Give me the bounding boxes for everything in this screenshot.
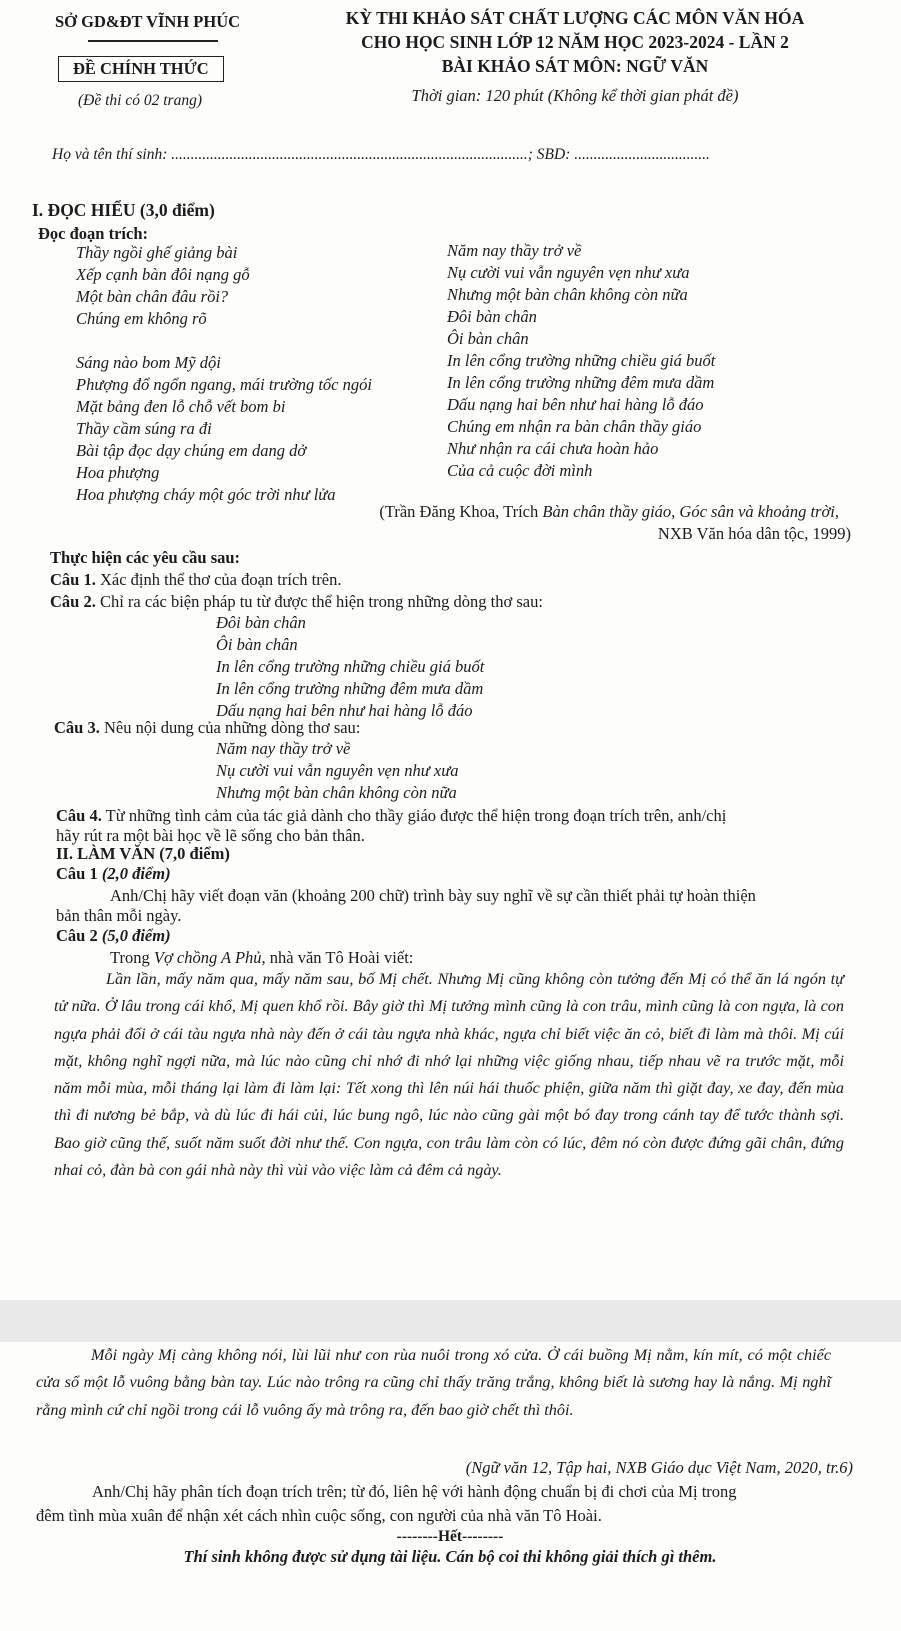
q2-text: Chỉ ra các biện pháp tu từ được thể hiện trong những dòng thơ sau: — [95, 592, 543, 611]
poem-line: Chúng em nhận ra bàn chân thầy giáo — [447, 417, 702, 436]
exam-title-1: KỲ THI KHẢO SÁT CHẤT LƯỢNG CÁC MÔN VĂN HÓA — [345, 8, 805, 28]
quoted-line: In lên cổng trường những chiều giá buốt — [216, 657, 485, 676]
excerpt-1-text: Lần lần, mấy năm qua, mấy năm sau, bố Mị chết. Nhưng Mị cũng không còn tưởng đến Mị có thể ăn lá ngón tự tử nữa. Ở lâu trong cái khổ, Mị quen khổ rồi. Bây giờ thì Mị tưởng mình cũng là con trâu, mình cũng là con ngựa, là con ngựa phải đổi ở cái tàu ngựa nhà này đến ở cái tàu ngựa nhà khác, ngựa chỉ biết việc ăn cỏ, biết đi làm mà thôi. Mị cúi mặt, không nghĩ ngợi nữa, mà lúc nào cũng chỉ nhớ đi nhớ lại những việc giống nhau, tiếp nhau vẽ ra trước mặt, mỗi năm mỗi mùa, mỗi tháng lại làm đi làm lại: Tết xong thì lên núi hái thuốc phiện, giữa năm thì giặt đay, xe đay, đến mùa thì đi nương bẻ bắp, và dù lúc đi hái củi, lúc bung ngô, lúc nào cũng gài một bó đay trong cánh tay để tước thành sợi. Bao giờ cũng thế, suốt năm suốt đời như thế. Con ngựa, con trâu làm còn có lúc, đêm nó còn được đứng gãi chân, đứng nhai cỏ, đàn bà con gái nhà này thì vùi vào việc làm cả đêm cả ngày. — [54, 970, 844, 1180]
novel-excerpt-2 — [36, 1342, 831, 1424]
q4-text-line-2: hãy rút ra một bài học về lẽ sống cho bản thân. — [56, 826, 365, 845]
q4-label: Câu 4. — [56, 806, 102, 825]
poem-line: Của cả cuộc đời mình — [447, 461, 593, 480]
source-author: (Trần Đăng Khoa, Trích — [379, 502, 543, 521]
question-4 — [56, 806, 726, 826]
q1-text: Xác định thể thơ của đoạn trích trên. — [95, 570, 342, 589]
c2-work-title: Vợ chồng A Phủ — [153, 948, 262, 967]
official-label: ĐỀ CHÍNH THỨC — [58, 56, 224, 82]
poem-line: Nụ cười vui vẫn nguyên vẹn như xưa — [447, 263, 690, 282]
excerpt-2-text: Mỗi ngày Mị càng không nói, lùi lũi như con rùa nuôi trong xó cửa. Ở cái buồng Mị nằm, kín mít, có một chiếc cửa sổ một lỗ vuông bằng bàn tay. Lúc nào trông ra cũng chỉ thấy trăng trắng, không biết là sương hay là nắng. Mị nghĩ rằng mình cứ chỉ ngồi trong cái lỗ vuông ấy mà trông ra, đến bao giờ chết thì thôi. — [36, 1346, 831, 1419]
part1-title: I. ĐỌC HIỂU (3,0 điểm) — [32, 200, 215, 220]
excerpt-source: (Ngữ văn 12, Tập hai, NXB Giáo dục Việt Nam, 2020, tr.6) — [465, 1458, 853, 1477]
poem-line: Hoa phượng — [76, 463, 160, 482]
page-break — [0, 1300, 901, 1342]
c2-intro-c: , nhà văn Tô Hoài viết: — [261, 948, 414, 967]
essay-question-1 — [56, 864, 171, 884]
poem-source — [379, 502, 839, 522]
c1-label: Câu 1 — [56, 864, 102, 883]
poem-line: Nhưng một bàn chân không còn nữa — [447, 285, 688, 304]
end-mark: --------Hết-------- — [396, 1528, 504, 1545]
poem-line: Như nhận ra cái chưa hoàn hảo — [447, 439, 659, 458]
c1-points: (2,0 điểm) — [101, 864, 171, 883]
q2-label: Câu 2. — [50, 592, 96, 611]
poem-line: Thầy ngồi ghế giảng bài — [76, 243, 238, 262]
poem-line: Thầy cầm súng ra đi — [76, 419, 212, 438]
q2-quoted-lines — [216, 612, 484, 722]
quoted-line: Nhưng một bàn chân không còn nữa — [216, 783, 457, 802]
poem-line: Dấu nạng hai bên như hai hàng lỗ đáo — [447, 395, 704, 414]
essay-question-2 — [56, 926, 171, 946]
source-title: Bàn chân thầy giáo, Góc sân và khoảng trời, — [542, 502, 839, 521]
question-1 — [50, 570, 341, 590]
task-line-2: đêm tình mùa xuân để nhận xét cách nhìn cuộc sống, con người của nhà văn Tô Hoài. — [36, 1506, 602, 1525]
quoted-line: Đôi bàn chân — [216, 613, 306, 632]
novel-excerpt-1 — [54, 966, 844, 1184]
poem-left-column — [76, 242, 372, 506]
poem-line: Chúng em không rõ — [76, 309, 207, 328]
q1-label: Câu 1. — [50, 570, 96, 589]
poem-line: Mặt bảng đen lỗ chỗ vết bom bi — [76, 397, 286, 416]
poem-right-column — [447, 240, 715, 482]
c1-text-2: bản thân mỗi ngày. — [56, 906, 182, 925]
poem-line: In lên cổng trường những chiều giá buốt — [447, 351, 716, 370]
requirements-label: Thực hiện các yêu cầu sau: — [50, 548, 241, 567]
candidate-name-line: Họ và tên thí sinh: ............................................................................................; SBD: ................................... — [52, 146, 710, 163]
read-label: Đọc đoạn trích: — [38, 224, 148, 243]
poem-line: Hoa phượng cháy một góc trời như lửa — [76, 485, 336, 504]
poem-line: Ôi bàn chân — [447, 329, 529, 348]
q3-text: Nêu nội dung của những dòng thơ sau: — [99, 718, 361, 737]
poem-line: Một bàn chân đâu rồi? — [76, 287, 229, 306]
poem-publisher: NXB Văn hóa dân tộc, 1999) — [657, 524, 851, 543]
poem-line: Đôi bàn chân — [447, 307, 537, 326]
poem-line: Năm nay thầy trở về — [447, 241, 582, 260]
time-limit: Thời gian: 120 phút (Không kể thời gian phát đề) — [411, 86, 739, 105]
c2-intro-a: Trong — [110, 948, 154, 967]
subject: BÀI KHẢO SÁT MÔN: NGỮ VĂN — [441, 56, 709, 76]
poem-line: Bài tập đọc dạy chúng em dang dở — [76, 441, 307, 460]
part2-title: II. LÀM VĂN (7,0 điểm) — [56, 844, 230, 863]
quoted-line: Năm nay thầy trở về — [216, 739, 351, 758]
stanza-gap — [76, 330, 372, 352]
pages-note: (Đề thi có 02 trang) — [78, 92, 202, 109]
poem-line: Sáng nào bom Mỹ dội — [76, 353, 221, 372]
quoted-line: Dấu nạng hai bên như hai hàng lỗ đáo — [216, 701, 473, 720]
question-2 — [50, 592, 543, 612]
c2-intro — [110, 948, 413, 968]
quoted-line: In lên cổng trường những đêm mưa dầm — [216, 679, 484, 698]
exam-page-2 — [0, 1342, 901, 1631]
question-3 — [54, 718, 360, 738]
header-divider — [88, 40, 218, 42]
c2-points: (5,0 điểm) — [101, 926, 171, 945]
q3-label: Câu 3. — [54, 718, 100, 737]
exam-note: Thí sinh không được sử dụng tài liệu. Cán bộ coi thi không giải thích gì thêm. — [183, 1547, 717, 1566]
exam-title-2: CHO HỌC SINH LỚP 12 NĂM HỌC 2023-2024 - LẦN 2 — [361, 32, 789, 52]
poem-line: Phượng đổ ngổn ngang, mái trường tốc ngói — [76, 375, 372, 394]
c2-label: Câu 2 — [56, 926, 102, 945]
q4-text: Từ những tình cảm của tác giả dành cho thầy giáo được thể hiện trong đoạn trích trên, anh/chị — [101, 806, 727, 825]
c1-text-1: Anh/Chị hãy viết đoạn văn (khoảng 200 chữ) trình bày suy nghĩ về sự cần thiết phải tự hoàn thiện — [110, 886, 756, 905]
q3-quoted-lines — [216, 738, 458, 804]
quoted-line: Ôi bàn chân — [216, 635, 298, 654]
department: SỞ GD&ĐT VĨNH PHÚC — [55, 12, 241, 31]
task-line-1: Anh/Chị hãy phân tích đoạn trích trên; từ đó, liên hệ với hành động chuẩn bị đi chơi của Mị trong — [92, 1482, 737, 1501]
poem-line: In lên cổng trường những đêm mưa dầm — [447, 373, 715, 392]
poem-line: Xếp cạnh bàn đôi nạng gỗ — [76, 265, 250, 284]
quoted-line: Nụ cười vui vẫn nguyên vẹn như xưa — [216, 761, 459, 780]
